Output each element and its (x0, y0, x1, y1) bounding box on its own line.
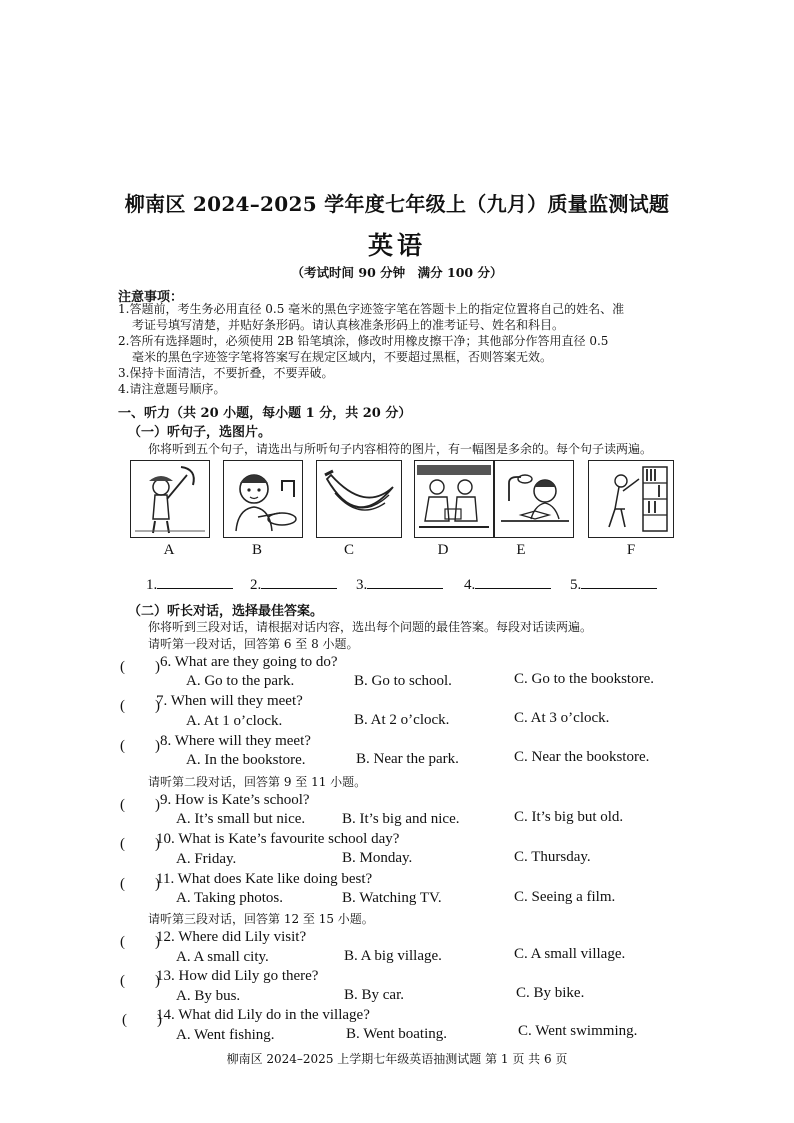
answer-paren-11[interactable]: ( ) (120, 876, 160, 892)
dialog-1-intro: 请听第一段对话，回答第 6 至 8 小题。 (148, 637, 359, 651)
q6-option-a: A. Go to the park. (186, 673, 295, 689)
q9-option-a: A. It’s small but nice. (176, 811, 306, 827)
picture-a (130, 460, 210, 538)
boy-reading-at-desk-icon (495, 461, 573, 537)
exam-time-info: （考试时间 90 分钟 满分 100 分） (291, 265, 503, 280)
question-11: 11. What does Kate like doing best? (156, 871, 373, 887)
section-1-heading: 一、听力（共 20 小题，每小题 1 分，共 20 分） (118, 406, 412, 421)
question-8: 8. Where will they meet? (160, 733, 311, 749)
q12-option-c: C. A small village. (514, 946, 626, 962)
answer-blank-3[interactable]: 3. (356, 573, 443, 594)
q14-option-b: B. Went boating. (346, 1026, 448, 1042)
question-9: 9. How is Kate’s school? (160, 792, 310, 808)
q10-option-a: A. Friday. (176, 851, 237, 867)
answer-paren-13[interactable]: ( ) (120, 973, 160, 989)
answer-paren-8[interactable]: ( ) (120, 738, 160, 754)
q9-option-c: C. It’s big but old. (514, 809, 624, 825)
boy-at-bookshelf-icon (589, 461, 673, 537)
question-6: 6. What are they going to do? (160, 654, 338, 670)
answer-blank-2[interactable]: 2. (250, 573, 337, 594)
q14-option-a: A. Went fishing. (176, 1027, 275, 1043)
page-footer: 柳南区 2024–2025 上学期七年级英语抽测试题 第 1 页 共 6 页 (226, 1052, 568, 1066)
q10-option-c: C. Thursday. (514, 849, 591, 865)
picture-e (494, 460, 574, 538)
q7-option-b: B. At 2 o’clock. (354, 712, 450, 728)
q6-option-c: C. Go to the bookstore. (514, 671, 654, 687)
notice-heading: 注意事项： (118, 290, 184, 305)
dialog-2-intro: 请听第二段对话，回答第 9 至 11 小题。 (148, 775, 367, 789)
notice-item-4: 4.请注意题号顺序。 (118, 382, 226, 396)
q7-option-a: A. At 1 o’clock. (186, 713, 283, 729)
picture-a-label: A (163, 542, 175, 558)
question-12: 12. Where did Lily visit? (156, 929, 307, 945)
q8-option-a: A. In the bookstore. (186, 752, 306, 768)
picture-c-label: C (343, 542, 354, 558)
picture-e-label: E (516, 542, 526, 558)
picture-d-label: D (437, 542, 449, 558)
notice-item-2-cont: 毫米的黑色字迹签字笔将答案写在规定区域内，不要超过黑框，否则答案无效。 (132, 350, 553, 364)
picture-f (588, 460, 674, 538)
answer-paren-7[interactable]: ( ) (120, 698, 160, 714)
notice-item-3: 3.保持卡面清洁，不要折叠，不要弄破。 (118, 366, 334, 380)
q11-option-a: A. Taking photos. (176, 890, 284, 906)
question-14: 14. What did Lily do in the village? (156, 1007, 370, 1023)
answer-paren-14[interactable]: ( ) (122, 1012, 162, 1028)
question-13: 13. How did Lily go there? (156, 968, 319, 984)
picture-d (414, 460, 494, 538)
q8-option-c: C. Near the bookstore. (514, 749, 650, 765)
picture-b (223, 460, 303, 538)
notice-item-1-cont: 考证号填写清楚，并贴好条形码。请认真核准条形码上的准考证号、姓名和科目。 (132, 318, 565, 332)
q7-option-c: C. At 3 o’clock. (514, 710, 610, 726)
q13-option-a: A. By bus. (176, 988, 241, 1004)
answer-blank-1[interactable]: 1. (146, 573, 233, 594)
picture-b-label: B (251, 542, 262, 558)
dialog-3-intro: 请听第三段对话，回答第 12 至 15 小题。 (148, 912, 374, 926)
q8-option-b: B. Near the park. (356, 751, 459, 767)
q12-option-b: B. A big village. (344, 948, 442, 964)
answer-paren-9[interactable]: ( ) (120, 797, 160, 813)
question-7: 7. When will they meet? (156, 693, 303, 709)
exam-title: 柳南区 2024–2025 学年度七年级上（九月）质量监测试题 (124, 192, 670, 216)
answer-blanks (146, 573, 676, 595)
picture-f-label: F (626, 542, 636, 558)
subject-title: 英语 (367, 231, 426, 260)
q10-option-b: B. Monday. (342, 850, 413, 866)
part-2-instruction: 你将听到三段对话，请根据对话内容，选出每个问题的最佳答案。每段对话读两遍。 (148, 620, 593, 634)
part-2-heading: （二）听长对话，选择最佳答案。 (128, 604, 324, 619)
picture-c (316, 460, 402, 538)
part-1-heading: （一）听句子，选图片。 (128, 425, 272, 440)
notice-item-2: 2.答所有选择题时，必须使用 2B 铅笔填涂，修改时用橡皮擦干净；其他部分作答用直径 0.5 (118, 334, 609, 348)
answer-paren-6[interactable]: ( ) (120, 659, 160, 675)
q13-option-c: C. By bike. (516, 985, 585, 1001)
q9-option-b: B. It’s big and nice. (342, 811, 460, 827)
q6-option-b: B. Go to school. (354, 673, 452, 689)
q13-option-b: B. By car. (344, 987, 404, 1003)
answer-paren-10[interactable]: ( ) (120, 836, 160, 852)
q11-option-c: C. Seeing a film. (514, 889, 616, 905)
answer-blank-5[interactable]: 5. (570, 573, 657, 594)
bananas-icon (317, 461, 401, 537)
answer-blank-4[interactable]: 4. (464, 573, 551, 594)
q12-option-a: A. A small city. (176, 949, 269, 965)
q11-option-b: B. Watching TV. (342, 890, 442, 906)
picture-options (130, 460, 676, 558)
q14-option-c: C. Went swimming. (518, 1023, 638, 1039)
people-on-bus-icon (415, 461, 493, 537)
boy-washing-hands-icon (224, 461, 302, 537)
question-10: 10. What is Kate’s favourite school day? (156, 831, 400, 847)
part-1-instruction: 你将听到五个句子，请选出与所听句子内容相符的图片，有一幅图是多余的。每个句子读两遍。 (148, 442, 653, 456)
farmer-with-scythe-icon (131, 461, 209, 537)
notice-item-1: 1.答题前，考生务必用直径 0.5 毫米的黑色字迹签字笔在答题卡上的指定位置将自己的姓名、准 (118, 302, 625, 316)
answer-paren-12[interactable]: ( ) (120, 934, 160, 950)
